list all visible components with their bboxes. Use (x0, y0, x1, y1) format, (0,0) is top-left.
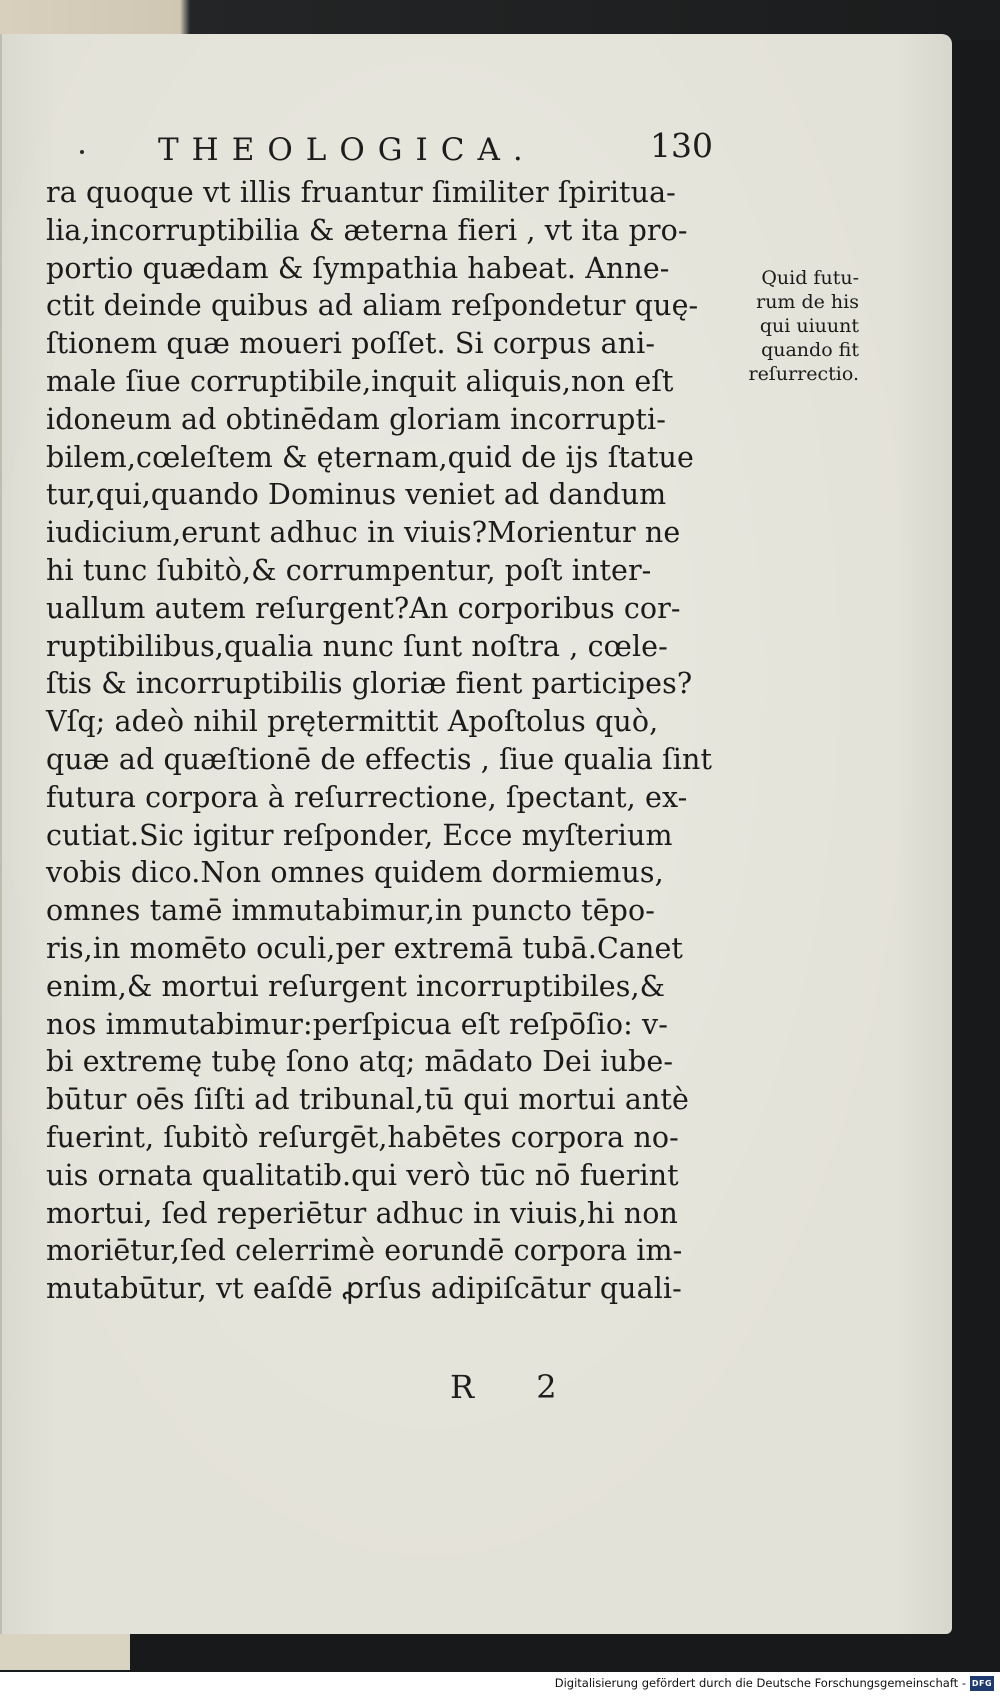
text-line: idoneum ad obtinēdam gloriam incorrupti- (46, 402, 666, 436)
text-line: vobis dico.Non omnes quidem dormiemus, (46, 856, 664, 890)
body-text (46, 174, 736, 1308)
text-line: enim,& mortui reſurgent incorruptibiles,& (46, 969, 666, 1003)
signature-mark: R 2 (450, 1368, 583, 1406)
footer-credit: Digitalisierung gefördert durch die Deutsche Forschungsgemeinschaft - (554, 1676, 966, 1690)
text-line: moriētur,ſed celerrimè eorundē corpora im- (46, 1234, 683, 1268)
text-line: tur,qui,quando Dominus veniet ad dandum (46, 478, 667, 512)
text-line: quæ ad quæſtionē de effectis , ſiue qualia ſint (46, 742, 713, 776)
footer-bar (0, 1672, 1000, 1697)
marginal-note (727, 266, 859, 386)
text-line: būtur oēs ſiſti ad tribunal,tū qui mortui antè (46, 1083, 689, 1117)
text-line: ra quoque vt illis fruantur ſimiliter ſpiritua- (46, 176, 676, 209)
text-line: cutiat.Sic igitur reſponder, Ecce myſterium (46, 818, 673, 852)
text-line: futura corpora à reſurrectione, ſpectant, ex- (46, 780, 688, 814)
text-line: portio quædam & ſympathia habeat. Anne- (46, 251, 670, 285)
text-line: nos immutabimur:perſpicua eſt reſpōſio: v- (46, 1007, 668, 1041)
text-line: bilem,cœleſtem & ęternam,quid de ijs ſtatue (46, 440, 694, 474)
marginal-note-line: Quid futu- (761, 267, 859, 289)
ink-mark (80, 150, 84, 154)
text-line: mortui, ſed reperiētur adhuc in viuis,hi non (46, 1196, 678, 1230)
dfg-logo: DFG (970, 1676, 994, 1691)
text-line: uis ornata qualitatib.qui verò tūc nō fuerint (46, 1158, 679, 1192)
text-line: male ſiue corruptibile,inquit aliquis,non eſt (46, 364, 674, 398)
text-line: uallum autem reſurgent?An corporibus cor- (46, 591, 681, 625)
text-line: omnes tamē immutabimur,in puncto tēpo- (46, 894, 656, 928)
marginal-note-line: qui uiuunt (759, 315, 859, 337)
page-number: 130 (650, 126, 713, 165)
marginal-note-line: reſurrectio. (748, 363, 859, 385)
text-line: ſtionem quæ moueri poſſet. Si corpus ani- (46, 327, 656, 361)
text-line: ruptibilibus,qualia nunc ſunt noſtra , cœle- (46, 629, 668, 663)
text-line: Vſq; adeò nihil prętermittit Apoſtolus quò, (46, 705, 659, 739)
text-line: mutabūtur, vt eaſdē ꝓrſus adipiſcātur quali- (46, 1272, 682, 1306)
text-line: hi tunc ſubitò,& corrumpentur, poſt inter- (46, 553, 652, 587)
text-line: ctit deinde quibus ad aliam reſpondetur quę- (46, 289, 699, 323)
text-line: ris,in momēto oculi,per extremā tubā.Canet (46, 931, 683, 965)
text-line: fuerint, ſubitò reſurgēt,habētes corpora no- (46, 1120, 679, 1154)
text-line: bi extremę tubę ſono atq; mādato Dei iube- (46, 1045, 674, 1079)
text-line: lia,incorruptibilia & æterna fieri , vt ita pro- (46, 213, 688, 247)
running-title: THEOLOGICA. (158, 132, 536, 168)
marginal-note-line: rum de his (756, 291, 859, 313)
page-edge (0, 1634, 130, 1670)
text-line: iudicium,erunt adhuc in viuis?Morientur ne (46, 516, 681, 550)
marginal-note-line: quando fit (761, 339, 859, 361)
text-line: ſtis & incorruptibilis gloriæ fient participes? (46, 667, 693, 701)
